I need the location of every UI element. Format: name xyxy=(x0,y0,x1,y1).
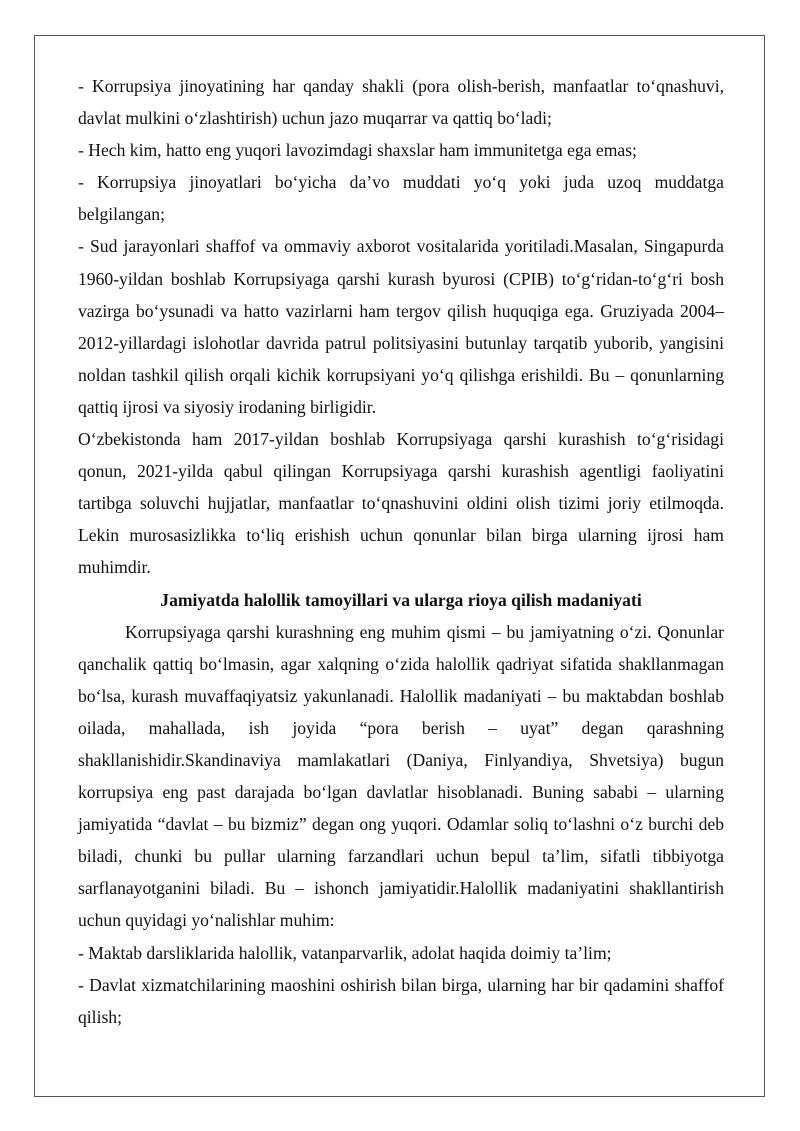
section-heading: Jamiyatda halollik tamoyillari va ularga rioya qilish madaniyati xyxy=(160,589,642,610)
paragraph-court-transparency: - Sud jarayonlari shaffof va ommaviy axborot vositalarida yoritiladi.Masalan, Singapurda 1960-yildan boshlab Korrupsiyaga qarshi kurash byurosi (CPIB) to‘g‘ridan-to‘g‘ri bosh vazirga bo‘ysunadi va hatto vazirlarni ham tergov qilish huquqiga ega. Gruziyada 2004–2012-yillardagi islohotlar davrida patrul politsiyasini butunlay tarqatib yuborib, yangisini noldan tashkil qilish orqali kichik korrupsiyani yo‘q qilishga erishildi. Bu – qonunlarning qattiq ijrosi va siyosiy irodaning birligidir. xyxy=(78,236,724,417)
paragraph-limitation-period: - Korrupsiya jinoyatlari bo‘yicha da’vo muddati yo‘q yoki juda uzoq muddatga belgilangan; xyxy=(78,172,724,225)
document-body xyxy=(78,70,724,1033)
paragraph-punishment: - Korrupsiya jinoyatining har qanday shakli (pora olish-berish, manfaatlar to‘qnashuvi, davlat mulkini o‘zlashtirish) uchun jazo muqarrar va qattiq bo‘ladi; xyxy=(78,76,724,129)
paragraph-civil-servants: - Davlat xizmatchilarining maoshini oshirish bilan birga, ularning har bir qadamini shaffof qilish; xyxy=(78,974,724,1027)
paragraph-school-education: - Maktab darsliklarida halollik, vatanparvarlik, adolat haqida doimiy ta’lim; xyxy=(78,942,612,963)
paragraph-uzbekistan: O‘zbekistonda ham 2017-yildan boshlab Korrupsiyaga qarshi kurashish to‘g‘risidagi qonun, 2021-yilda qabul qilingan Korrupsiyaga qarshi kurashish agentligi faoliyatini tartibga soluvchi hujjatlar, manfaatlar to‘qnashuvini oldini olish tizimi joriy etilmoqda. Lekin murosasizlikka to‘liq erishish uchun qonunlar bilan birga ularning ijrosi ham muhimdir. xyxy=(78,429,724,578)
paragraph-immunity: - Hech kim, hatto eng yuqori lavozimdagi shaxslar ham immunitetga ega emas; xyxy=(78,140,637,161)
paragraph-honesty-culture: Korrupsiyaga qarshi kurashning eng muhim qismi – bu jamiyatning o‘zi. Qonunlar qanchalik qattiq bo‘lmasin, agar xalqning o‘zida halollik qadriyat sifatida shakllanmagan bo‘lsa, kurash muvaffaqiyatsiz yakunlanadi. Halollik madaniyati – bu maktabdan boshlab oilada, mahallada, ish joyida “pora berish – uyat” degan qarashning shakllanishidir.Skandinaviya mamlakatlari (Daniya, Finlyandiya, Shvetsiya) bugun korrupsiya eng past darajada bo‘lgan davlatlar hisoblanadi. Buning sababi – ularning jamiyatida “davlat – bu bizmiz” degan ong yuqori. Odamlar soliq to‘lashni o‘z burchi deb biladi, chunki bu pullar ularning farzandlari uchun bepul ta’lim, sifatli tibbiyotga sarflanayotganini biladi. Bu – ishonch jamiyatidir.Halollik madaniyatini shakllantirish uchun quyidagi yo‘nalishlar muhim: xyxy=(78,621,724,931)
